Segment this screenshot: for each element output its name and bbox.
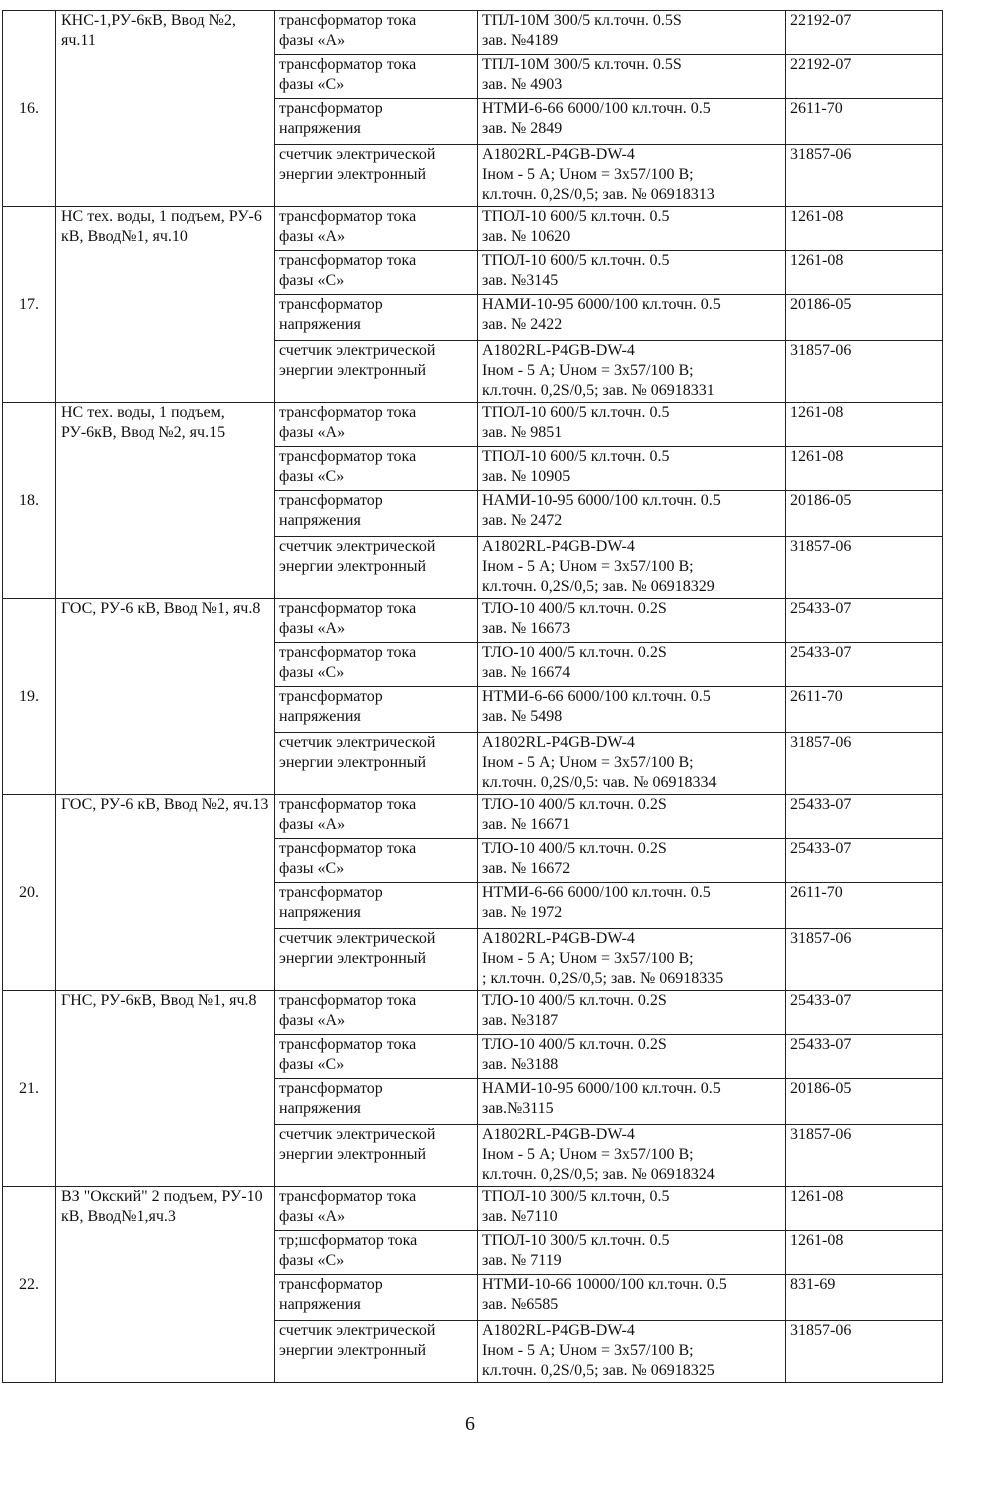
equipment-type: тр;шсформатор тока фазы «С»	[275, 1231, 478, 1275]
equipment-spec: ТПОЛ-10 600/5 кл.точн. 0.5 зав. № 9851	[478, 403, 786, 447]
page-number: 6	[465, 1413, 475, 1435]
equipment-spec: А1802RL-P4GB-DW-4 Iном - 5 А; Uном = 3х57/100 В; кл.точн. 0,2S/0,5: чав. № 06918334	[478, 733, 786, 795]
registry-number: 31857-06	[786, 733, 943, 795]
equipment-spec: А1802RL-P4GB-DW-4 Iном - 5 А; Uном = 3х57/100 В; кл.точн. 0,2S/0,5; зав. № 06918325	[478, 1321, 786, 1383]
table-row	[3, 11, 943, 55]
registry-number: 1261-08	[786, 403, 943, 447]
equipment-type: трансформатор тока фазы «С»	[275, 55, 478, 99]
equipment-type: счетчик электрической энергии электронный	[275, 733, 478, 795]
equipment-type: счетчик электрической энергии электронный	[275, 1321, 478, 1383]
equipment-spec: А1802RL-P4GB-DW-4 Iном - 5 А; Uном = 3х57/100 В; кл.точн. 0,2S/0,5; зав. № 06918329	[478, 537, 786, 599]
equipment-spec: ТЛО-10 400/5 кл.точн. 0.2S зав. № 16672	[478, 839, 786, 883]
registry-number: 2611-70	[786, 99, 943, 145]
registry-number: 31857-06	[786, 145, 943, 207]
equipment-type: трансформатор напряжения	[275, 295, 478, 341]
registry-number: 1261-08	[786, 447, 943, 491]
equipment-spec: ТПОЛ-10 300/5 кл.точн, 0.5 зав. №7110	[478, 1187, 786, 1231]
equipment-spec: НАМИ-10-95 6000/100 кл.точн. 0.5 зав.№3115	[478, 1079, 786, 1125]
equipment-type: трансформатор тока фазы «С»	[275, 1035, 478, 1079]
row-number: 16.	[3, 11, 56, 207]
registry-number: 25433-07	[786, 795, 943, 839]
registry-number: 22192-07	[786, 11, 943, 55]
registry-number: 25433-07	[786, 643, 943, 687]
table-row	[3, 795, 943, 839]
equipment-type: трансформатор тока фазы «А»	[275, 207, 478, 251]
equipment-type: счетчик электрической энергии электронный	[275, 537, 478, 599]
equipment-spec: НТМИ-10-66 10000/100 кл.точн. 0.5 зав. №6585	[478, 1275, 786, 1321]
equipment-type: трансформатор тока фазы «А»	[275, 599, 478, 643]
object-name: ГНС, РУ-6кВ, Ввод №1, яч.8	[56, 991, 275, 1187]
equipment-spec: А1802RL-P4GB-DW-4 Iном - 5 А; Uном = 3х57/100 В; кл.точн. 0,2S/0,5; зав. № 06918331	[478, 341, 786, 403]
equipment-spec: НТМИ-6-66 6000/100 кл.точн. 0.5 зав. № 1972	[478, 883, 786, 929]
registry-number: 25433-07	[786, 839, 943, 883]
equipment-spec: ТЛО-10 400/5 кл.точн. 0.2S зав. № 16671	[478, 795, 786, 839]
equipment-type: трансформатор тока фазы «С»	[275, 839, 478, 883]
table-row	[3, 991, 943, 1035]
table-row	[3, 207, 943, 251]
equipment-spec: А1802RL-P4GB-DW-4 Iном - 5 А; Uном = 3х57/100 В; ; кл.точн. 0,2S/0,5; зав. № 06918335	[478, 929, 786, 991]
registry-number: 31857-06	[786, 1321, 943, 1383]
equipment-type: трансформатор тока фазы «А»	[275, 795, 478, 839]
equipment-spec: ТЛО-10 400/5 кл.точн. 0.2S зав. № 16673	[478, 599, 786, 643]
equipment-type: трансформатор тока фазы «А»	[275, 991, 478, 1035]
equipment-type: трансформатор тока фазы «А»	[275, 11, 478, 55]
equipment-type: счетчик электрической энергии электронный	[275, 929, 478, 991]
table-row	[3, 1187, 943, 1231]
registry-number: 31857-06	[786, 929, 943, 991]
equipment-spec: ТПЛ-10М 300/5 кл.точн. 0.5S зав. № 4903	[478, 55, 786, 99]
registry-number: 31857-06	[786, 341, 943, 403]
equipment-type: трансформатор напряжения	[275, 883, 478, 929]
registry-number: 1261-08	[786, 207, 943, 251]
registry-number: 2611-70	[786, 883, 943, 929]
registry-number: 20186-05	[786, 295, 943, 341]
row-number: 17.	[3, 207, 56, 403]
equipment-spec: НТМИ-6-66 6000/100 кл.точн. 0.5 зав. № 5498	[478, 687, 786, 733]
equipment-spec: ТЛО-10 400/5 кл.точн. 0.2S зав. №3187	[478, 991, 786, 1035]
equipment-spec: А1802RL-P4GB-DW-4 Iном - 5 А; Uном = 3х57/100 В; кл.точн. 0,2S/0,5; зав. № 06918324	[478, 1125, 786, 1187]
object-name: НС тех. воды, 1 подъем, РУ-6 кВ, Ввод№1, яч.10	[56, 207, 275, 403]
registry-number: 25433-07	[786, 599, 943, 643]
equipment-spec: ТПОЛ-10 600/5 кл.точн. 0.5 зав. № 10620	[478, 207, 786, 251]
equipment-spec: НАМИ-10-95 6000/100 кл.точн. 0.5 зав. № 2422	[478, 295, 786, 341]
equipment-spec: НАМИ-10-95 6000/100 кл.точн. 0.5 зав. № 2472	[478, 491, 786, 537]
object-name: КНС-1,РУ-6кВ, Ввод №2, яч.11	[56, 11, 275, 207]
equipment-type: счетчик электрической энергии электронный	[275, 341, 478, 403]
registry-number: 1261-08	[786, 1187, 943, 1231]
equipment-type: трансформатор тока фазы «А»	[275, 1187, 478, 1231]
table-row	[3, 599, 943, 643]
equipment-spec: ТЛО-10 400/5 кл.точн. 0.2S зав. №3188	[478, 1035, 786, 1079]
equipment-type: трансформатор напряжения	[275, 491, 478, 537]
row-number: 18.	[3, 403, 56, 599]
registry-number: 1261-08	[786, 251, 943, 295]
registry-number: 20186-05	[786, 1079, 943, 1125]
equipment-type: счетчик электрической энергии электронный	[275, 1125, 478, 1187]
equipment-type: трансформатор напряжения	[275, 687, 478, 733]
equipment-spec: ТПЛ-10М 300/5 кл.точн. 0.5S зав. №4189	[478, 11, 786, 55]
equipment-spec: ТПОЛ-10 600/5 кл.точн. 0.5 зав. № 10905	[478, 447, 786, 491]
object-name: ГОС, РУ-6 кВ, Ввод №1, яч.8	[56, 599, 275, 795]
equipment-spec: ТЛО-10 400/5 кл.точн. 0.2S зав. № 16674	[478, 643, 786, 687]
registry-number: 2611-70	[786, 687, 943, 733]
equipment-type: трансформатор напряжения	[275, 99, 478, 145]
equipment-type: трансформатор напряжения	[275, 1275, 478, 1321]
equipment-type: трансформатор тока фазы «С»	[275, 447, 478, 491]
registry-number: 22192-07	[786, 55, 943, 99]
table-row	[3, 403, 943, 447]
equipment-type: трансформатор тока фазы «С»	[275, 251, 478, 295]
object-name: ВЗ "Окский" 2 подъем, РУ-10 кВ, Ввод№1,яч.3	[56, 1187, 275, 1383]
object-name: НС тех. воды, 1 подъем, РУ-6кВ, Ввод №2, яч.15	[56, 403, 275, 599]
equipment-spec: А1802RL-P4GB-DW-4 Iном - 5 А; Uном = 3х57/100 В; кл.точн. 0,2S/0,5; зав. № 06918313	[478, 145, 786, 207]
registry-number: 25433-07	[786, 1035, 943, 1079]
object-name: ГОС, РУ-6 кВ, Ввод №2, яч.13	[56, 795, 275, 991]
equipment-spec: НТМИ-6-66 6000/100 кл.точн. 0.5 зав. № 2849	[478, 99, 786, 145]
row-number: 19.	[3, 599, 56, 795]
registry-number: 31857-06	[786, 537, 943, 599]
registry-number: 831-69	[786, 1275, 943, 1321]
equipment-type: трансформатор напряжения	[275, 1079, 478, 1125]
registry-number: 1261-08	[786, 1231, 943, 1275]
equipment-table	[2, 10, 943, 1383]
equipment-spec: ТПОЛ-10 300/5 кл.точн. 0.5 зав. № 7119	[478, 1231, 786, 1275]
equipment-type: трансформатор тока фазы «С»	[275, 643, 478, 687]
equipment-spec: ТПОЛ-10 600/5 кл.точн. 0.5 зав. №3145	[478, 251, 786, 295]
registry-number: 20186-05	[786, 491, 943, 537]
row-number: 22.	[3, 1187, 56, 1383]
row-number: 21.	[3, 991, 56, 1187]
equipment-type: трансформатор тока фазы «А»	[275, 403, 478, 447]
registry-number: 25433-07	[786, 991, 943, 1035]
row-number: 20.	[3, 795, 56, 991]
registry-number: 31857-06	[786, 1125, 943, 1187]
equipment-type: счетчик электрической энергии электронный	[275, 145, 478, 207]
